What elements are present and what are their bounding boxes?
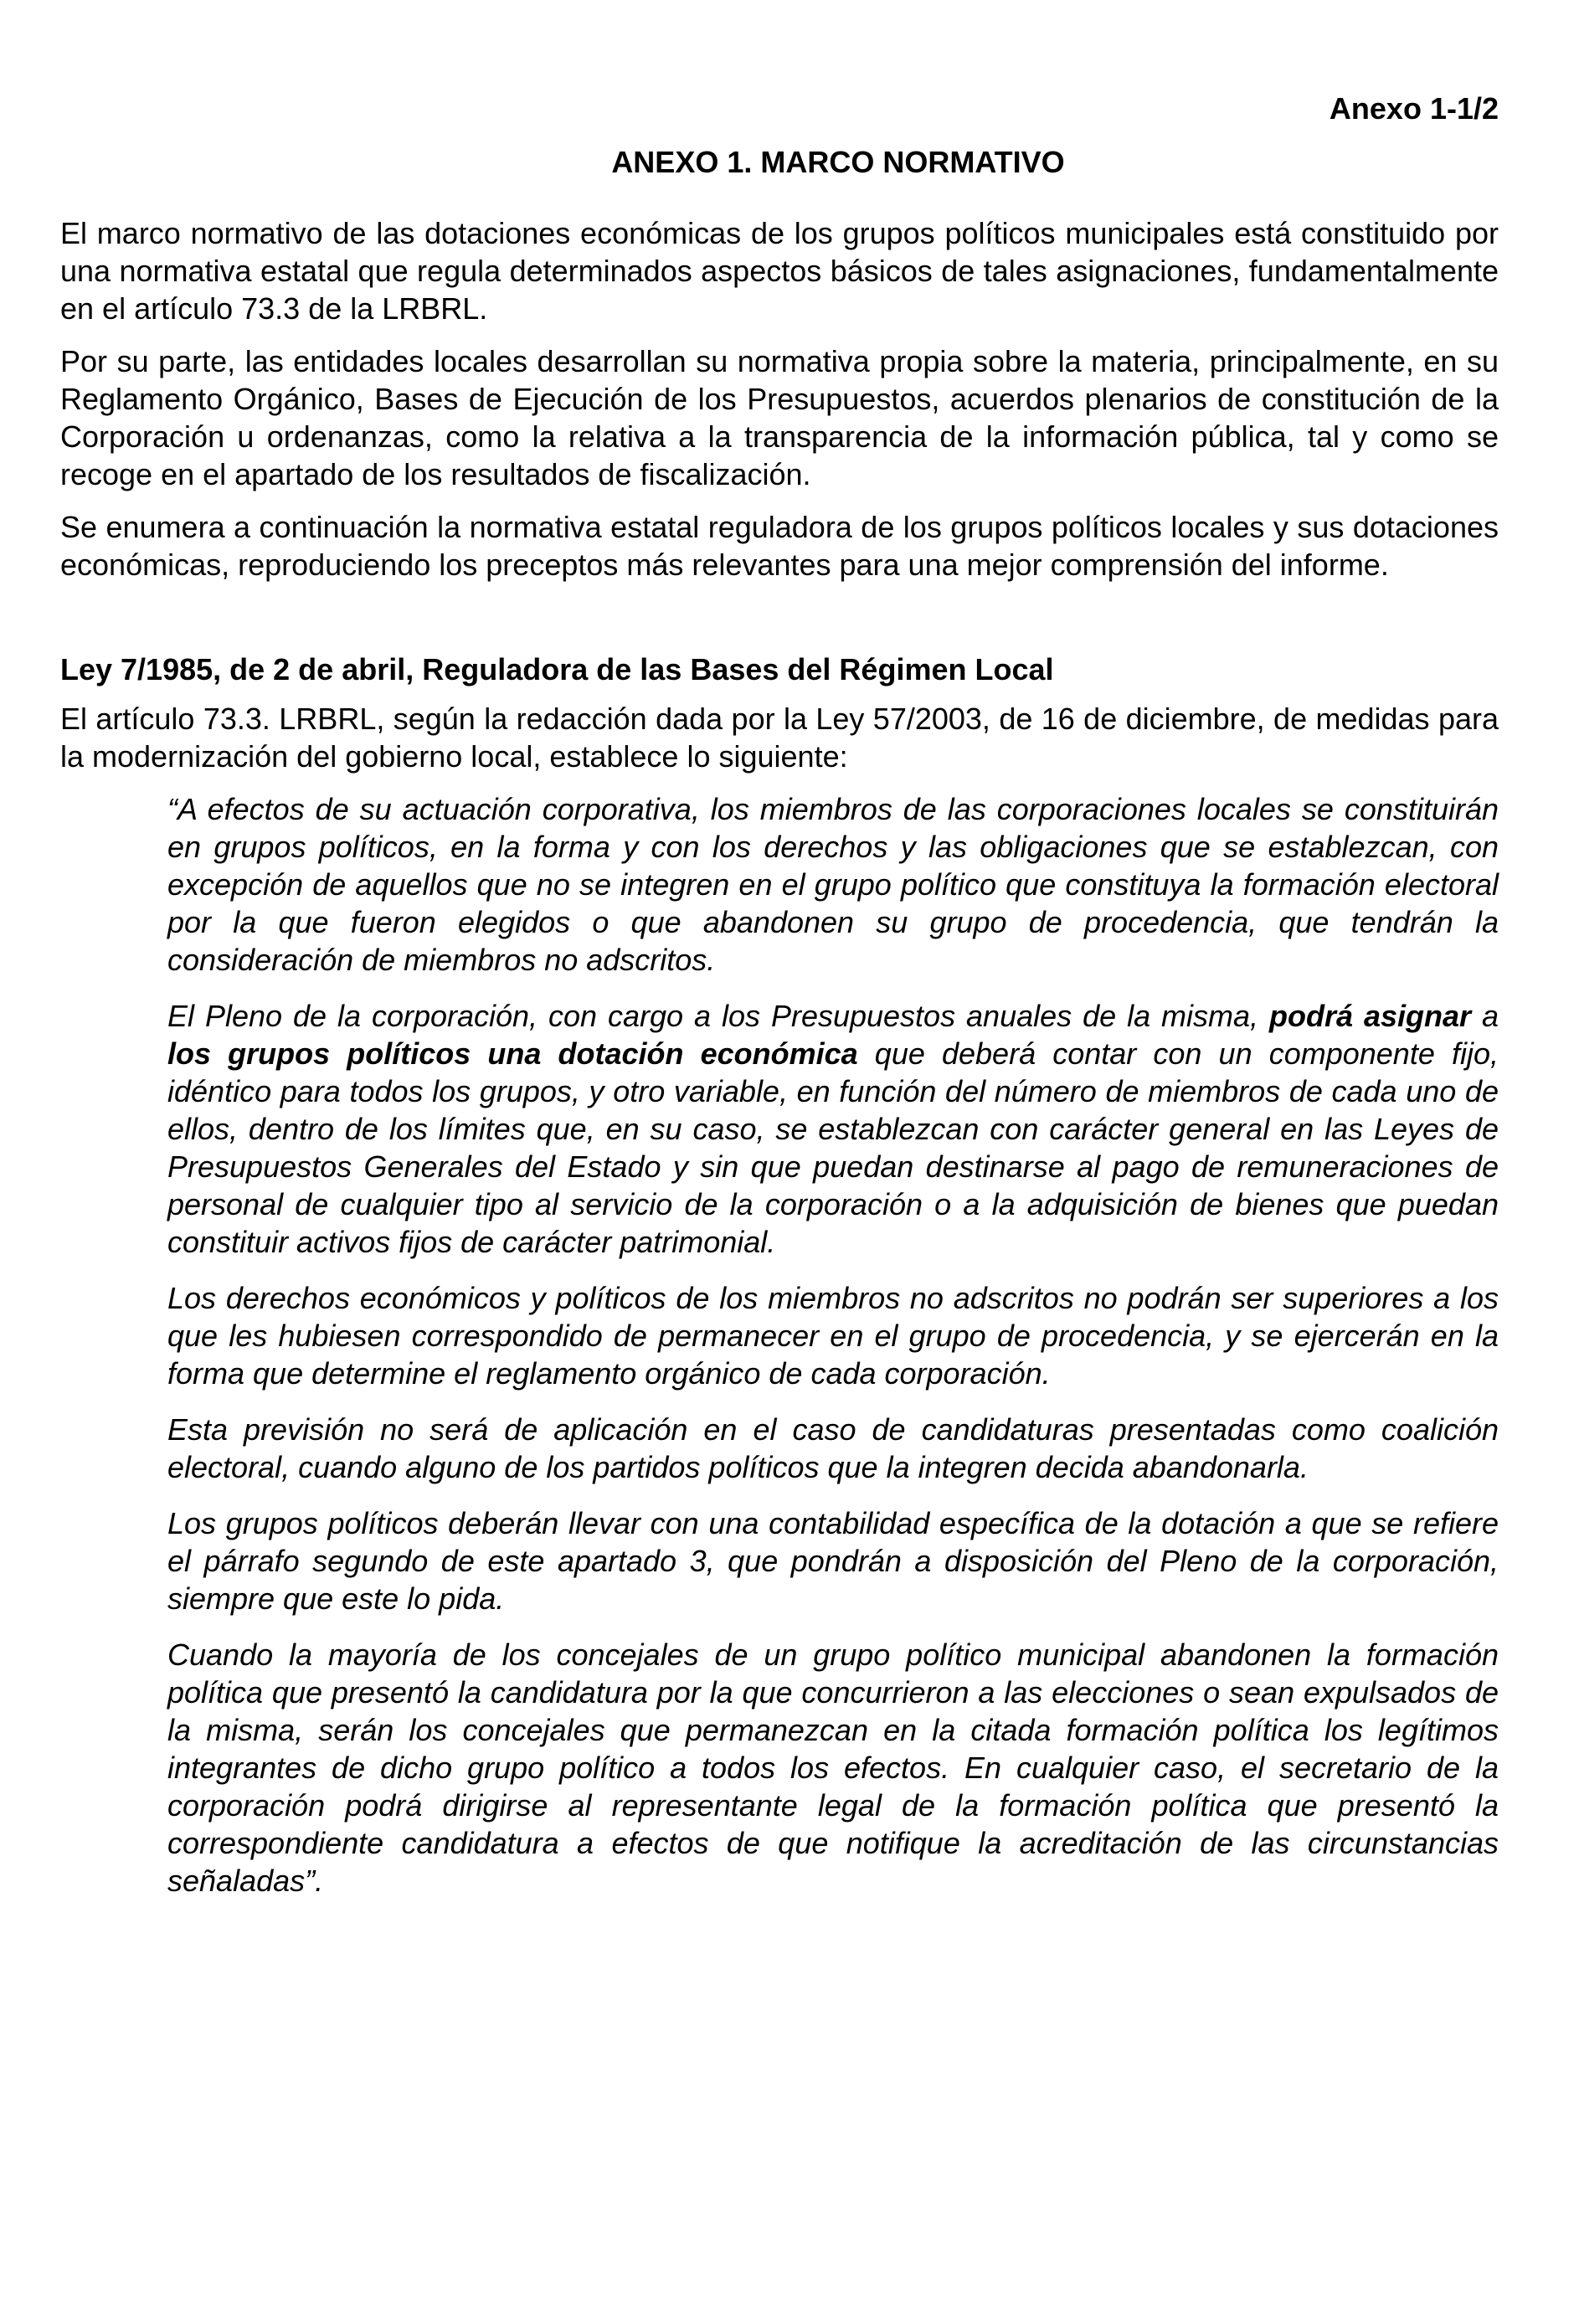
intro-paragraph-2: Por su parte, las entidades locales desarrollan su normativa propia sobre la materia, principalmente, en su Reglamento Orgánico, Bases de Ejecución de los Presupuestos, acuerdos plenarios de constitución de la Corporación u ordenanzas, como la relativa a la transparencia de la información pública, tal y como se recoge en el apartado de los resultados de fiscalización. [60, 344, 1499, 491]
annex-page-label: Anexo 1-1/2 [1329, 91, 1499, 126]
document-title: ANEXO 1. MARCO NORMATIVO [611, 145, 1065, 179]
quote-paragraph-6: Cuando la mayoría de los concejales de un grupo político municipal abandonen la formación política que presentó la candidatura por la que concurrieron a las elecciones o sean expulsados de la misma, serán los concejales que permanezcan en la citada formación política los legítimos integrantes de dicho grupo político a todos los efectos. En cualquier caso, el secretario de la corporación podrá dirigirse al representante legal de la formación política que presentó la correspondiente candidatura a efectos de que notifique la acreditación de las circunstancias señaladas”. [167, 1638, 1499, 1898]
quoted-article-block [60, 790, 1499, 1900]
intro-paragraph-3: Se enumera a continuación la normativa estatal reguladora de los grupos políticos locales y sus dotaciones económicas, reproduciendo los preceptos más relevantes para una mejor comprensión del informe. [60, 510, 1499, 582]
quote-2-bold-podra-asignar: podrá asignar [1269, 999, 1472, 1033]
quote-paragraph-1: “A efectos de su actuación corporativa, los miembros de las corporaciones locales se constituirán en grupos políticos, en la forma y con los derechos y las obligaciones que se establezcan, con excepción de aquellos que no se integren en el grupo político que constituya la formación electoral por la que fueron elegidos o que abandonen su grupo de procedencia, que tendrán la consideración de miembros no adscritos. [167, 792, 1499, 977]
quote-paragraph-5: Los grupos políticos deberán llevar con una contabilidad específica de la dotación a que se refiere el párrafo segundo de este apartado 3, que pondrán a disposición del Pleno de la corporación, siempre que este lo pida. [167, 1506, 1499, 1616]
quote-paragraph-4: Esta previsión no será de aplicación en el caso de candidaturas presentadas como coalición electoral, cuando alguno de los partidos políticos que la integren decida abandonarla. [167, 1412, 1499, 1484]
quote-2-text-before: El Pleno de la corporación, con cargo a los Presupuestos anuales de la misma, [167, 999, 1270, 1033]
section-intro-paragraph: El artículo 73.3. LRBRL, según la redacción dada por la Ley 57/2003, de 16 de diciembre, de medidas para la modernización del gobierno local, establece lo siguiente: [60, 702, 1499, 774]
quote-2-text-after: que deberá contar con un componente fijo, idéntico para todos los grupos, y otro variable, en función del número de miembros de cada uno de ellos, dentro de los límites que, en su caso, se establezcan con carácter general en las Leyes de Presupuestos Generales del Estado y sin que puedan destinarse al pago de remuneraciones de personal de cualquier tipo al servicio de la corporación o a la adquisición de bienes que puedan constituir activos fijos de carácter patrimonial. [167, 1036, 1499, 1259]
intro-paragraph-1: El marco normativo de las dotaciones económicas de los grupos políticos municipales está constituido por una normativa estatal que regula determinados aspectos básicos de tales asignaciones, fundamentalmente en el artículo 73.3 de la LRBRL. [60, 216, 1499, 326]
quote-paragraph-2 [167, 997, 1499, 1261]
quote-paragraph-3: Los derechos económicos y políticos de los miembros no adscritos no podrán ser superiores a los que les hubiesen correspondido de permanecer en el grupo de procedencia, y se ejercerán en la forma que determine el reglamento orgánico de cada corporación. [167, 1281, 1499, 1391]
quote-2-text-middle: a [1471, 999, 1499, 1033]
quote-2-bold-dotacion: los grupos políticos una dotación económica [167, 1036, 858, 1071]
section-heading-ley-7-1985: Ley 7/1985, de 2 de abril, Reguladora de las Bases del Régimen Local [60, 652, 1054, 686]
